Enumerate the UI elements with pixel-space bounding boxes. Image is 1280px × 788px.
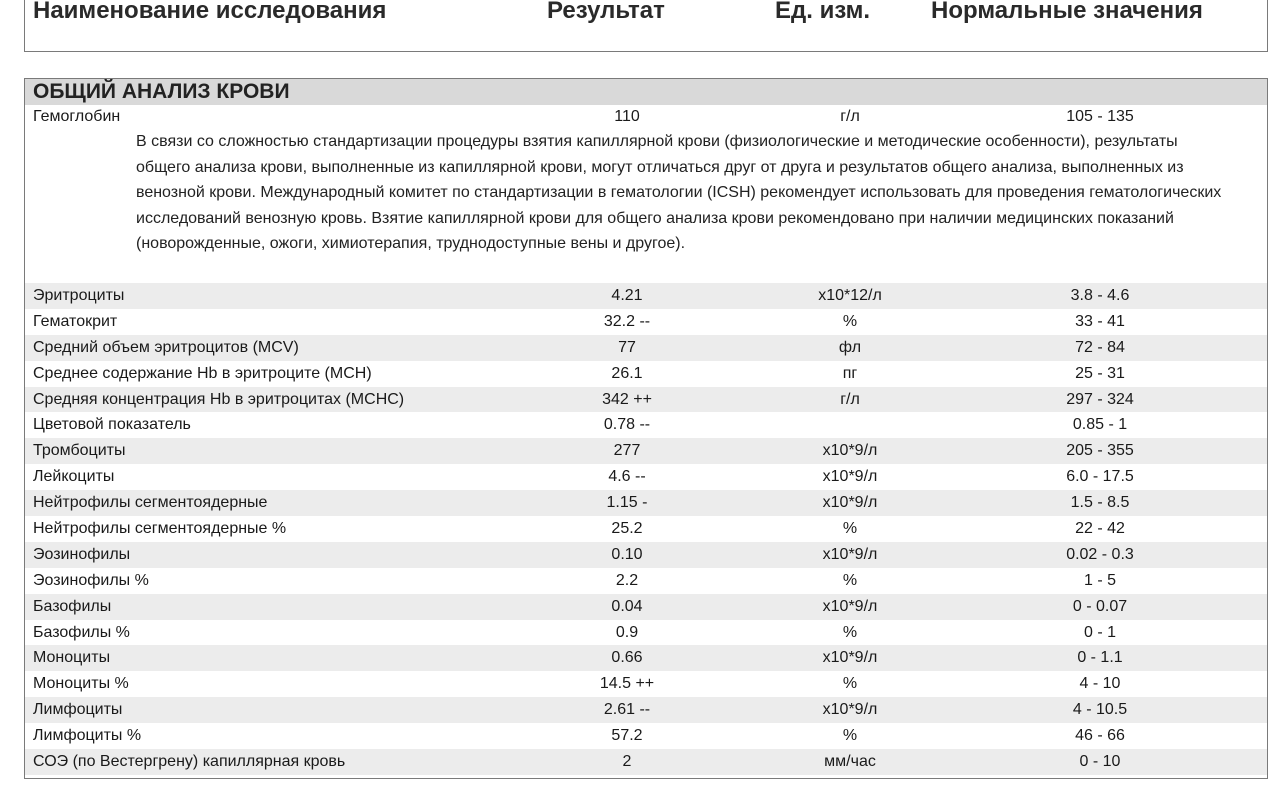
table-row bbox=[25, 490, 1267, 516]
row-name: Гематокрит bbox=[33, 312, 118, 330]
table-row bbox=[25, 438, 1267, 464]
table-row bbox=[25, 412, 1267, 438]
row-norm: 4 - 10.5 bbox=[1072, 701, 1128, 719]
row-value: 26.1 bbox=[611, 364, 643, 382]
row-value: 0.66 bbox=[611, 649, 643, 667]
table-row bbox=[25, 568, 1267, 594]
header-norm: Нормальные значения bbox=[931, 0, 1203, 24]
header-name: Наименование исследования bbox=[33, 0, 387, 24]
row-name: Лимфоциты % bbox=[33, 727, 142, 745]
row-norm: 0.85 - 1 bbox=[1072, 416, 1128, 434]
table-row bbox=[25, 542, 1267, 568]
row-unit: % bbox=[842, 520, 858, 538]
row-value: 2 bbox=[622, 753, 632, 771]
row-value: 2.61 -- bbox=[603, 701, 651, 719]
row-unit: пг bbox=[842, 364, 858, 382]
row-name: Лейкоциты bbox=[33, 468, 115, 486]
header-result: Результат bbox=[547, 0, 665, 24]
row-value: 77 bbox=[618, 338, 636, 356]
results-table bbox=[24, 78, 1268, 779]
row-unit: x10*9/л bbox=[822, 442, 878, 460]
table-row bbox=[25, 387, 1267, 413]
table-row bbox=[25, 671, 1267, 697]
row-value: 57.2 bbox=[611, 727, 643, 745]
row-unit: x10*9/л bbox=[822, 597, 878, 615]
row-unit: % bbox=[842, 623, 858, 641]
row-norm: 1.5 - 8.5 bbox=[1070, 494, 1130, 512]
row-norm: 0 - 1.1 bbox=[1077, 649, 1123, 667]
capillary-blood-note: В связи со сложностью стандартизации процедуры взятия капиллярной крови (физиологические и методические особенности), результаты общего анализа крови, выполненные из капиллярной крови, могут отличаться друг от друга и результатов общего анализа, выполненных из венозной крови. Международный комитет по стандартизации в гематологии (ICSH) рекомендует использовать для проведения гематологических исследований венозную кровь. Взятие капиллярной крови для общего анализа крови рекомендовано при наличии медицинских показаний (новорожденные, ожоги, химиотерапия, труднодоступные вены и другое). bbox=[136, 133, 1222, 253]
table-row bbox=[25, 723, 1267, 749]
row-name: Цветовой показатель bbox=[33, 416, 191, 434]
row-norm: 1 - 5 bbox=[1083, 571, 1116, 589]
row-value: 0.78 -- bbox=[603, 416, 651, 434]
row-value: 0.9 bbox=[615, 623, 639, 641]
row-name: Нейтрофилы сегментоядерные % bbox=[33, 520, 287, 538]
row-unit: x10*9/л bbox=[822, 494, 878, 512]
table-row bbox=[25, 464, 1267, 490]
row-norm: 105 - 135 bbox=[1066, 108, 1134, 125]
row-unit: x10*9/л bbox=[822, 468, 878, 486]
row-name: Эозинофилы bbox=[33, 545, 131, 563]
row-name: СОЭ (по Вестергрену) капиллярная кровь bbox=[33, 753, 346, 771]
table-row bbox=[25, 697, 1267, 723]
row-unit: x10*9/л bbox=[822, 701, 878, 719]
table-row bbox=[25, 309, 1267, 335]
row-name: Базофилы % bbox=[33, 623, 130, 641]
row-value: 25.2 bbox=[611, 520, 643, 538]
table-row bbox=[25, 594, 1267, 620]
row-value: 0.10 bbox=[611, 545, 643, 563]
row-norm: 4 - 10 bbox=[1079, 675, 1121, 693]
row-norm: 33 - 41 bbox=[1075, 312, 1125, 330]
row-value: 4.6 -- bbox=[608, 468, 646, 486]
table-header bbox=[24, 0, 1268, 52]
section-title: ОБЩИЙ АНАЛИЗ КРОВИ bbox=[25, 79, 1267, 105]
row-unit: % bbox=[842, 727, 858, 745]
row-norm: 25 - 31 bbox=[1075, 364, 1125, 382]
row-norm: 0 - 0.07 bbox=[1072, 597, 1128, 615]
row-value: 342 ++ bbox=[602, 390, 652, 408]
table-row bbox=[25, 335, 1267, 361]
row-name: Нейтрофилы сегментоядерные bbox=[33, 494, 268, 512]
row-name: Средняя концентрация Hb в эритроцитах (MCHC) bbox=[33, 390, 405, 408]
row-value: 0.04 bbox=[611, 597, 643, 615]
row-name: Эритроциты bbox=[33, 287, 125, 304]
row-name: Моноциты % bbox=[33, 675, 129, 693]
row-unit: мм/час bbox=[824, 753, 876, 771]
row-unit: x10*12/л bbox=[818, 287, 882, 304]
row-name: Тромбоциты bbox=[33, 442, 126, 460]
row-name: Лимфоциты bbox=[33, 701, 123, 719]
row-unit: x10*9/л bbox=[822, 545, 878, 563]
row-norm: 205 - 355 bbox=[1066, 442, 1134, 460]
row-unit: г/л bbox=[840, 108, 860, 125]
table-row bbox=[25, 749, 1267, 775]
table-row bbox=[25, 645, 1267, 671]
row-value: 2.2 bbox=[615, 571, 639, 589]
table-row bbox=[25, 283, 1267, 309]
row-value: 277 bbox=[613, 442, 641, 460]
table-row bbox=[25, 620, 1267, 646]
row-name: Базофилы bbox=[33, 597, 112, 615]
row-norm: 46 - 66 bbox=[1075, 727, 1125, 745]
row-unit: % bbox=[842, 571, 858, 589]
row-name: Средний объем эритроцитов (MCV) bbox=[33, 338, 299, 356]
row-norm: 0 - 1 bbox=[1083, 623, 1116, 641]
table-row bbox=[25, 105, 1267, 129]
results-rows bbox=[25, 283, 1267, 775]
row-name: Моноциты bbox=[33, 649, 111, 667]
row-value: 110 bbox=[614, 108, 640, 125]
row-unit: x10*9/л bbox=[822, 649, 878, 667]
row-unit: % bbox=[842, 675, 858, 693]
header-unit: Ед. изм. bbox=[775, 0, 871, 24]
table-row bbox=[25, 361, 1267, 387]
row-value: 4.21 bbox=[611, 287, 643, 304]
row-name: Среднее содержание Hb в эритроците (MCH) bbox=[33, 364, 372, 382]
row-name: Эозинофилы % bbox=[33, 571, 149, 589]
row-unit: % bbox=[842, 312, 858, 330]
row-value: 32.2 -- bbox=[603, 312, 651, 330]
row-norm: 0.02 - 0.3 bbox=[1066, 545, 1134, 563]
row-norm: 6.0 - 17.5 bbox=[1066, 468, 1134, 486]
row-value: 1.15 - bbox=[606, 494, 648, 512]
row-value: 14.5 ++ bbox=[599, 675, 655, 693]
row-name: Гемоглобин bbox=[33, 108, 121, 125]
row-norm: 22 - 42 bbox=[1075, 520, 1125, 538]
row-norm: 297 - 324 bbox=[1066, 390, 1134, 408]
row-norm: 0 - 10 bbox=[1079, 753, 1121, 771]
row-unit: г/л bbox=[840, 390, 860, 408]
row-norm: 72 - 84 bbox=[1075, 338, 1125, 356]
row-norm: 3.8 - 4.6 bbox=[1070, 287, 1130, 304]
table-row bbox=[25, 516, 1267, 542]
row-unit: фл bbox=[838, 338, 862, 356]
